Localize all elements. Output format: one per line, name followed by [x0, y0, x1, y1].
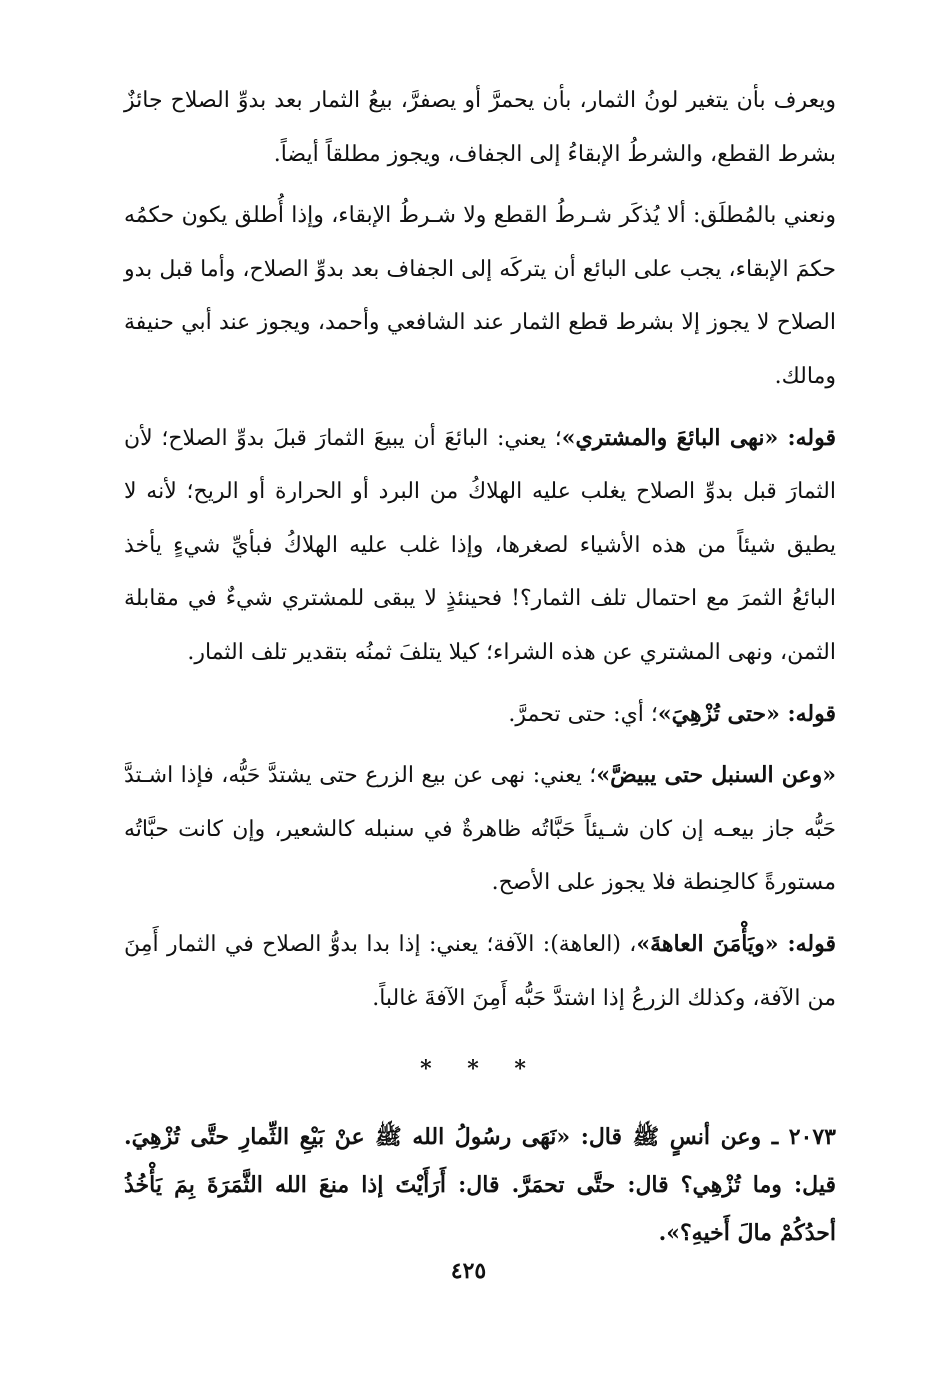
hadith-block	[124, 1113, 836, 1257]
paragraph-6-lead: قوله: «ويَأْمَنَ العاهةَ»	[636, 930, 836, 957]
paragraph-6	[124, 918, 836, 1025]
paragraph-3-text: ؛ يعني: البائعَ أن يبيعَ الثمارَ قبلَ بدوِّ الصلاح؛ لأن الثمارَ قبل بدوِّ الصلاح يغلب عليه الهلاكُ من البرد أو الحرارة أو الريح؛ لأنه لا يطيق شيئاً من هذه الأشياء لصغرها، وإذا غلب عليه الهلاكُ فبأيِّ شيءٍ يأخذ البائعُ الثمرَ مع احتمال تلف الثمار؟! فحينئذٍ لا يبقى للمشتري شيءٌ في مقابلة الثمن، ونهى المشتري عن هذه الشراء؛ كيلا يتلفَ ثمنُه بتقدير تلف الثمار.	[124, 425, 836, 665]
page-number: ٤٢٥	[450, 1258, 487, 1284]
paragraph-5-lead: «وعن السنبل حتى يبيضَّ»	[596, 762, 836, 789]
paragraph-4-lead: قوله: «حتى تُزْهِيَ»	[657, 700, 836, 727]
paragraph-2-text: ونعني بالمُطلَق: ألا يُذكَر شـرطُ القطع ولا شـرطُ الإبقاء، وإذا أُطلق يكون حكمُه حكمَ الإبقاء، يجب على البائع أن يتركَه إلى الجفاف بعد بدوِّ الصلاح، وأما قبل بدو الصلاح لا يجوز إلا بشرط قطع الثمار عند الشافعي وأحمد، ويجوز عند أبي حنيفة ومالك.	[124, 203, 836, 389]
hadith-text: ٢٠٧٣ ـ وعن أنسٍ ﷺ قال: «نَهَى رسُولُ الله ﷺ عنْ بَيْعِ الثِّمارِ حتَّى تُزْهِيَ. قيل: وما تُزْهِي؟ قال: حتَّى تحمَرَّ. قال: أَرَأَيْتَ إذا منعَ الله الثَّمَرَةَ بِمَ يَأْخُذُ أحدُكُمْ مالَ أَخيهِ؟».	[124, 1124, 836, 1247]
paragraph-4-text: ؛ أي: حتى تحمرَّ.	[508, 701, 658, 727]
paragraph-1-text: ويعرف بأن يتغير لونُ الثمار، بأن يحمرَّ أو يصفرَّ، بيعُ الثمار بعد بدوِّ الصلاح جائزٌ بشرط القطع، والشرطُ الإبقاءُ إلى الجفاف، ويجوز مطلقاً أيضاً.	[124, 88, 836, 167]
section-separator: * * *	[420, 1056, 540, 1083]
paragraph-5	[124, 749, 836, 910]
paragraph-3	[124, 412, 836, 680]
paragraph-4	[124, 688, 836, 742]
paragraph-3-lead: قوله: «نهى البائعَ والمشتري»	[561, 424, 836, 451]
paragraph-1	[124, 74, 836, 181]
page-body	[124, 74, 836, 1257]
paragraph-5-text: ؛ يعني: نهى عن بيع الزرع حتى يشتدَّ حَبُّه، فإذا اشـتدَّ حَبُّه جاز بيعـه إن كان شـيئاً حَبَّاتُه ظاهرةٌ في سنبله كالشعير، وإن كانت حبَّاتُه مستورةً كالحِنطة فلا يجوز على الأصح.	[124, 763, 836, 896]
paragraph-2	[124, 189, 836, 403]
paragraph-6-text: ، (العاهة): الآفة؛ يعني: إذا بدا بدوُّ الصلاح في الثمار أَمِنَ من الآفة، وكذلك الزرعُ إذا اشتدَّ حَبُّه أَمِنَ الآفةَ غالباً.	[124, 931, 836, 1011]
